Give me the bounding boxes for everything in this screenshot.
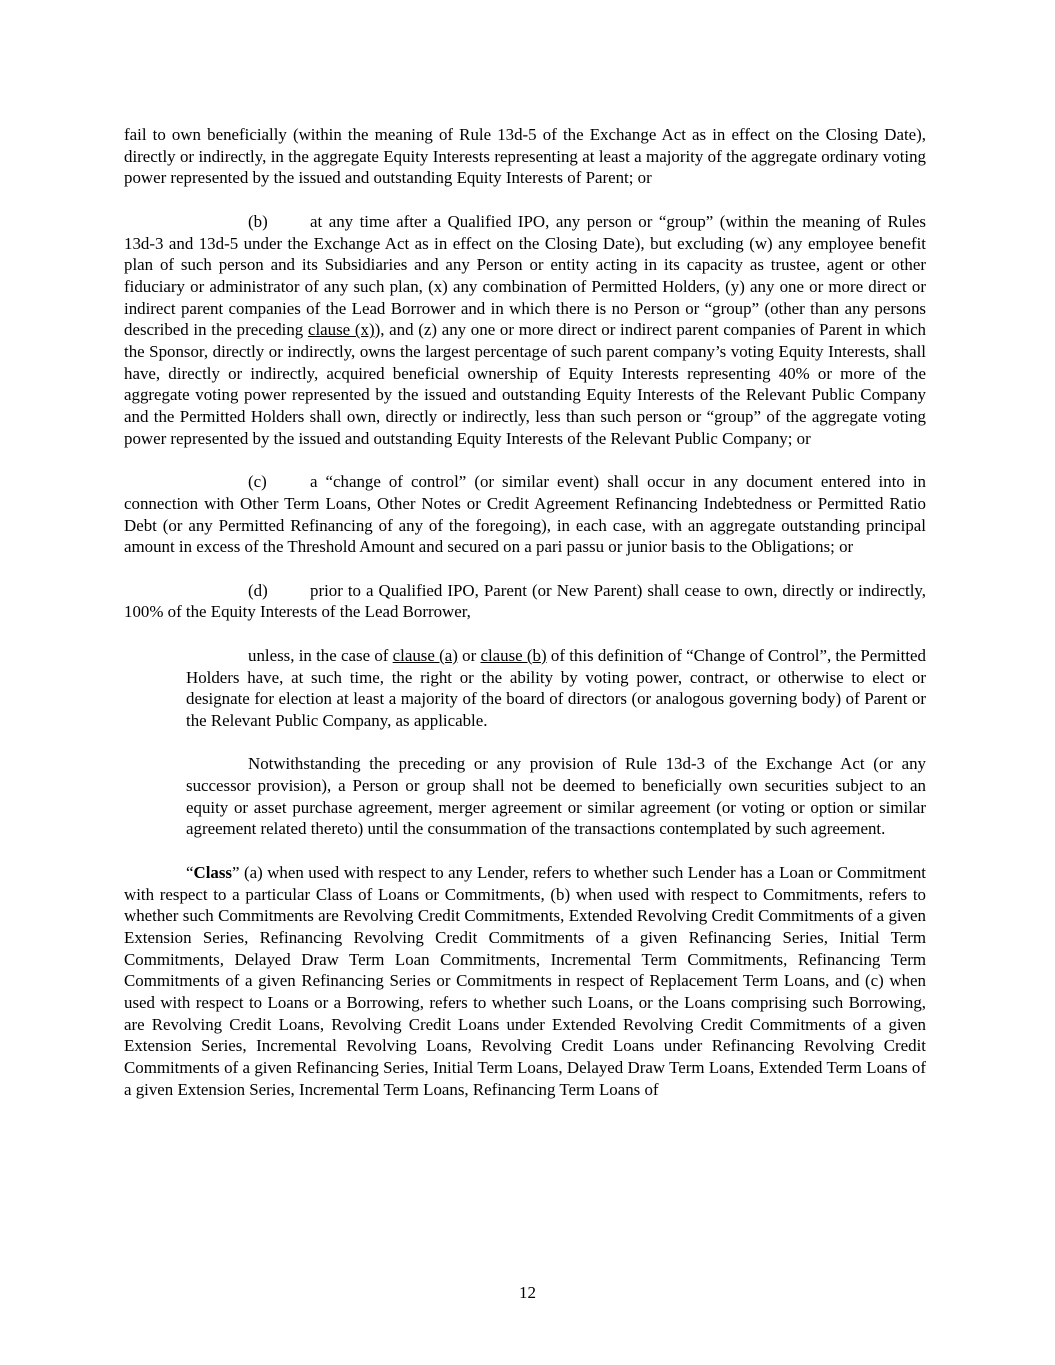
- clause-b-reference: clause (b): [480, 645, 547, 665]
- document-page: [124, 124, 926, 1101]
- clause-b: [124, 211, 926, 450]
- class-definition-text: ” (a) when used with respect to any Lender, refers to whether such Lender has a Loan or Commitment with respect to a particular Class of Loans or Commitments, (b) when used with respect to Commitments, refers to whether such Commitments are Revolving Credit Commitments, Extended Revolving Credit Commitments of a given Extension Series, Refinancing Revolving Credit Commitments of a given Refinancing Series, Initial Term Commitments, Delayed Draw Term Loan Commitments, Incremental Term Commitments, Refinancing Term Commitments of a given Refinancing Series or Commitments in respect of Replacement Term Loans, and (c) when used with respect to Loans or a Borrowing, refers to whether such Loans, or the Loans comprising such Borrowing, are Revolving Credit Loans, Revolving Credit Loans under Extended Revolving Credit Commitments of a given Extension Series, Incremental Revolving Loans, Revolving Credit Loans under Refinancing Revolving Credit Commitments of a given Refinancing Series, Initial Term Loans, Delayed Draw Term Loans, Extended Term Loans of a given Extension Series, Incremental Term Loans, Refinancing Term Loans of: [124, 862, 926, 1099]
- class-open-quote: “: [186, 862, 194, 882]
- notwithstanding-paragraph: Notwithstanding the preceding or any provision of Rule 13d-3 of the Exchange Act (or any successor provision), a Person or group shall not be deemed to beneficially own securities subject to an equity or asset purchase agreement, merger agreement or similar agreement (or voting or option or similar agreement related thereto) until the consummation of the transactions contemplated by such agreement.: [186, 754, 926, 839]
- unless-text-3: of this definition of “Change of Control”, the Permitted Holders have, at such time, the right or the ability by voting power, contract, or otherwise to elect or designate for election at least a majority of the board of directors (or analogous governing body) of Parent or the Relevant Public Company, as applicable.: [186, 645, 927, 730]
- clause-d-label: (d): [248, 580, 268, 600]
- clause-c: [124, 471, 926, 558]
- clause-c-label: (c): [248, 472, 267, 492]
- class-definition: [124, 862, 926, 1101]
- unless-paragraph: [186, 645, 926, 732]
- class-term: Class: [193, 862, 232, 882]
- clause-x-reference: clause (x): [307, 320, 375, 340]
- clause-d-text: prior to a Qualified IPO, Parent (or New Parent) shall cease to own, directly or indirectly, 100% of the Equity Interests of the Lead Borrower,: [124, 580, 926, 622]
- clause-d: [124, 580, 926, 623]
- clause-c-text: a “change of control” (or similar event) shall occur in any document entered into in connection with Other Term Loans, Other Notes or Credit Agreement Refinancing Indebtedness or Permitted Ratio Debt (or any Permitted Refinancing of any of the foregoing), in each case, with an aggregate outstanding principal amount in excess of the Threshold Amount and secured on a pari passu or junior basis to the Obligations; or: [124, 472, 926, 557]
- page-number: 12: [519, 1283, 536, 1302]
- clause-b-label: (b): [248, 211, 268, 231]
- clause-a-reference: clause (a): [392, 645, 458, 665]
- unless-text-1: unless, in the case of: [248, 645, 393, 665]
- clause-b-text-2: ), and (z) any one or more direct or indirect parent companies of Parent in which the Sponsor, directly or indirectly, owns the largest percentage of such parent company’s voting Equity Interests, shall have, directly or indirectly, acquired beneficial ownership of Equity Interests representing 40% or more of the aggregate voting power represented by the issued and outstanding Equity Interests of the Relevant Public Company and the Permitted Holders shall own, directly or indirectly, less than such person or “group” of the aggregate voting power represented by the issued and outstanding Equity Interests of the Relevant Public Company; or: [124, 320, 927, 448]
- unless-text-2: or: [457, 645, 481, 665]
- clause-b-text-1: at any time after a Qualified IPO, any person or “group” (within the meaning of Rules 13d-3 and 13d-5 under the Exchange Act as in effect on the Closing Date), but excluding (w) any employee benefit plan of such person and its Subsidiaries and any Person or entity acting in its capacity as trustee, agent or other fiduciary or administrator of any such plan, (x) any combination of Permitted Holders, (y) any one or more direct or indirect parent companies of the Lead Borrower and in which there is no Person or “group” (other than any persons described in the preceding: [124, 211, 926, 340]
- paragraph-continuation: fail to own beneficially (within the meaning of Rule 13d-5 of the Exchange Act as in effect on the Closing Date), directly or indirectly, in the aggregate Equity Interests representing at least a majority of the aggregate ordinary voting power represented by the issued and outstanding Equity Interests of Parent; or: [124, 125, 926, 188]
